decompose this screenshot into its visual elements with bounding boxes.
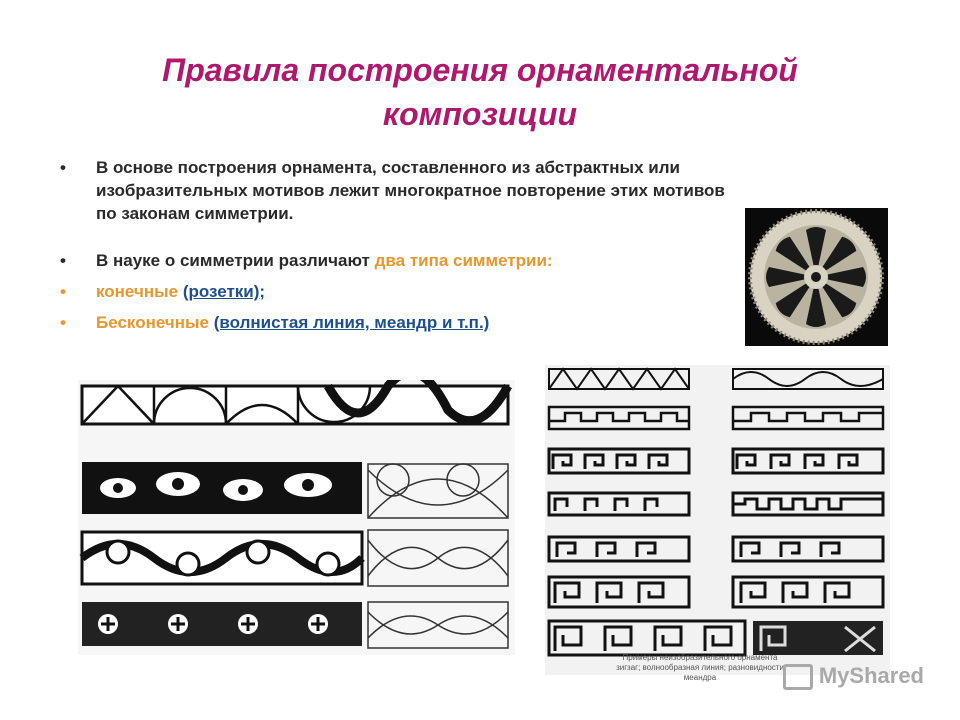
- title-line-2: композиции: [382, 96, 578, 132]
- bullet-item-1: [60, 156, 740, 225]
- bullet-word-4: Бесконечные: [96, 313, 209, 332]
- watermark: [783, 663, 924, 690]
- bullet-item-2: [60, 249, 740, 272]
- bullet-highlight-2: два типа симметрии:: [374, 251, 553, 270]
- left-ornament-panel: [78, 380, 515, 655]
- floral-ornament-illustration: [78, 380, 515, 655]
- bullet-text-2: В науке о симметрии различают: [96, 251, 375, 270]
- bullet-dot: •: [60, 282, 66, 301]
- rosette-image: [745, 208, 888, 346]
- ornament-caption: [600, 653, 800, 683]
- bullet-dot: •: [60, 313, 66, 332]
- caption-line-2: зигзаг; волнообразная линия; разновидности меандра: [616, 663, 784, 682]
- watermark-text: MyShared: [818, 662, 924, 688]
- bullet-text-1: В основе построения орнамента, составленного из абстрактных или изобразительных мотивов лежит многократное повторение этих мотивов по законам симметрии.: [96, 158, 725, 223]
- meander-ornament-illustration: [545, 365, 890, 665]
- infinite-link[interactable]: (волнистая линия, меандр и т.п.): [213, 313, 490, 332]
- rosette-link[interactable]: (розетки);: [182, 282, 266, 301]
- bullet-item-3: [60, 280, 740, 303]
- bullet-list: [60, 156, 740, 342]
- myshared-logo-icon: [783, 664, 813, 690]
- title-line-1: Правила построения орнаментальной: [162, 52, 798, 88]
- bullet-item-4: [60, 311, 740, 334]
- bullet-dot: •: [60, 251, 66, 270]
- slide-title: [60, 48, 900, 136]
- bullet-dot: •: [60, 158, 66, 177]
- rosette-illustration: [745, 208, 888, 346]
- caption-line-1: Примеры неизобразительного орнамента: [622, 653, 778, 662]
- bullet-word-3: конечные: [96, 282, 179, 301]
